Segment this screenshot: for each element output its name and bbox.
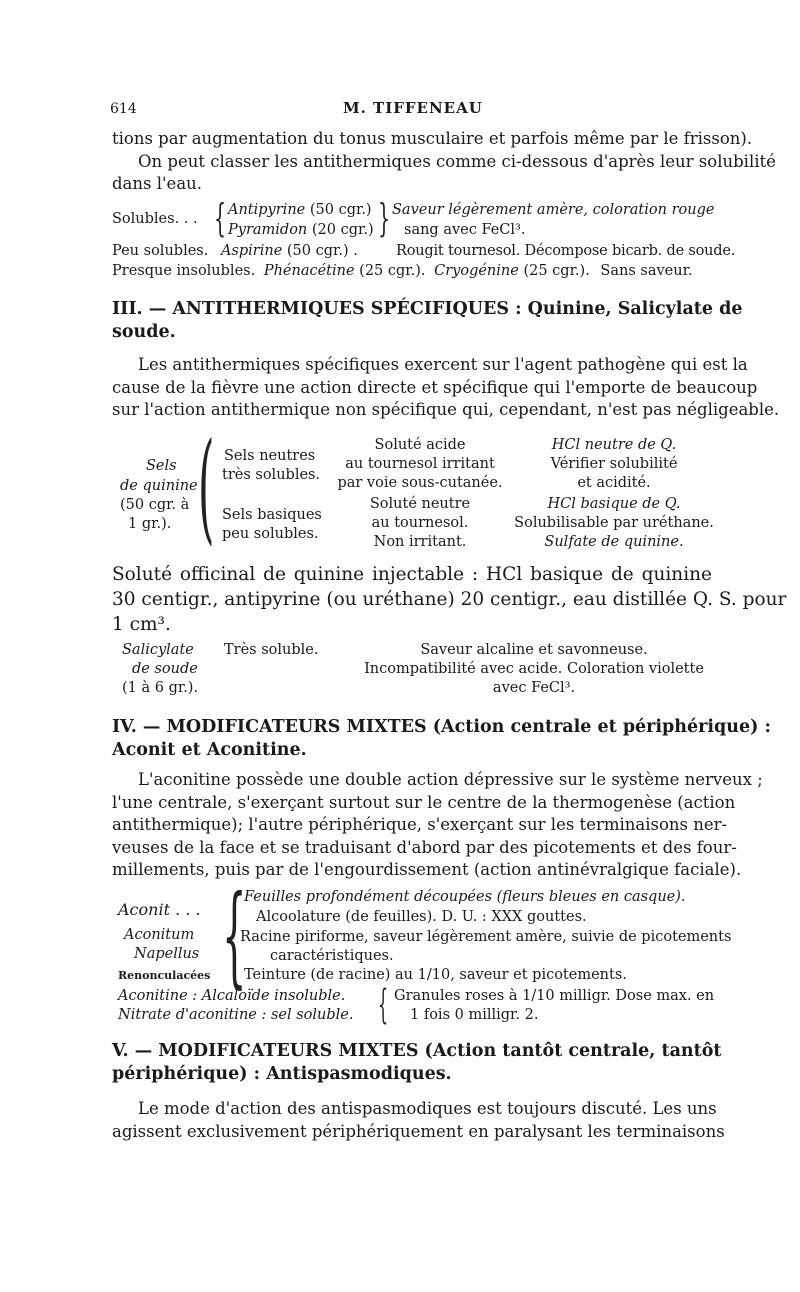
row1-desc: par voie sous-cutanée. — [337, 475, 503, 491]
text-line: tions par augmentation du tonus musculaire et parfois même par le frisson). — [112, 129, 753, 148]
section-4-heading — [112, 716, 771, 762]
row2-note: Sulfate de quinine. — [544, 534, 684, 550]
granules-note: 1 fois 0 milligr. 2. — [410, 1007, 539, 1023]
nitrate-label: Nitrate d'aconitine : sel soluble. — [118, 1007, 354, 1023]
row2-note: Solubilisable par uréthane. — [514, 515, 714, 531]
row2-desc: Non irritant. — [373, 534, 467, 550]
aconit-label: Aconitum — [124, 927, 195, 943]
salicylate-note: Incompatibilité avec acide. Coloration violette — [364, 661, 704, 677]
row1-note: Vérifier solubilité — [550, 456, 678, 472]
section-5-paragraph — [112, 1098, 725, 1143]
section-4-paragraph — [112, 769, 763, 882]
text-line: cause de la fièvre une action directe et spécifique qui l'emporte de beaucoup — [112, 377, 758, 397]
sels-label: (50 cgr. à — [120, 497, 190, 513]
text-line: sur l'action antithermique non spécifique qui, cependant, n'est pas négligeable. — [112, 400, 780, 419]
text-line: Le mode d'action des antispasmodiques est toujours discuté. Les uns — [138, 1099, 717, 1118]
heading-line: soude. — [112, 322, 176, 342]
left-brace: { — [214, 196, 227, 240]
aconit-item: Racine piriforme, saveur légèrement amère, suivie de picotements — [240, 929, 732, 945]
granules-note: Granules roses à 1/10 milligr. Dose max. en — [394, 988, 715, 1004]
text-line: millements, puis par de l'engourdissement (action antinévralgique faciale). — [112, 860, 742, 879]
sels-label: de quinine — [120, 478, 198, 494]
text-line: antithermique); l'autre périphérique, s'exerçant sur les terminaisons ner- — [112, 815, 728, 834]
presque-label: Presque insolubles. — [112, 263, 256, 279]
cryogenine-name: Cryogénine — [434, 263, 519, 279]
cryogenine-dose: (25 cgr.). — [523, 263, 590, 279]
pyramidon-row — [228, 221, 374, 240]
row1-note: HCl neutre de Q. — [551, 437, 677, 453]
solubles-note: sang avec FeCl³. — [404, 222, 526, 238]
salicylate-note: avec FeCl³. — [492, 680, 576, 696]
brace: { — [378, 982, 389, 1028]
aconit-item: caractéristiques. — [270, 948, 394, 964]
antipyrine-name: Antipyrine — [228, 202, 306, 218]
phenacetine-name: Phénacétine — [263, 263, 355, 279]
heading-line: III. — ANTITHERMIQUES SPÉCIFIQUES : Quinine, Salicylate de — [112, 299, 743, 319]
salicylate-note: Saveur alcaline et savonneuse. — [420, 642, 648, 658]
text-line: Soluté officinal de quinine injectable : HCl basique de quinine — [112, 564, 712, 585]
section-5-heading — [112, 1040, 722, 1086]
row2-desc: Soluté neutre — [369, 496, 471, 512]
text-line: Les antithermiques spécifiques exercent sur l'agent pathogène qui est la — [138, 355, 748, 374]
row1-name: très solubles. — [222, 467, 321, 483]
aspirine-dose: (50 cgr.) . — [286, 243, 358, 259]
brace: { — [222, 871, 247, 999]
phenacetine-dose: (25 cgr.). — [359, 263, 426, 279]
section-3-heading — [112, 298, 743, 344]
aconit-label: Renonculacées — [118, 969, 211, 982]
row1-desc: Soluté acide — [374, 437, 466, 453]
text-line: l'une centrale, s'exerçant surtout sur le centre de la thermogenèse (action — [112, 792, 736, 812]
text-line: agissent exclusivement périphériquement en paralysant les terminaisons — [112, 1121, 725, 1141]
pyramidon-name: Pyramidon — [228, 222, 308, 238]
row1-name: Sels neutres — [224, 448, 316, 464]
solubles-note: Saveur légèrement amère, coloration rouge — [392, 202, 715, 218]
row2-note: HCl basique de Q. — [547, 496, 681, 512]
salicylate-solubility: Très soluble. — [224, 642, 319, 658]
aconitine-label: Aconitine : Alcaloïde insoluble. — [118, 988, 346, 1004]
aconit-label: Aconit . . . — [118, 900, 201, 919]
aconit-label: Napellus — [134, 946, 200, 962]
sels-label: 1 gr.). — [128, 516, 172, 532]
running-title: M. TIFFENEAU — [343, 99, 483, 117]
heading-line: IV. — MODIFICATEURS MIXTES (Action centrale et périphérique) : — [112, 717, 771, 737]
text-line: 30 centigr., antipyrine (ou uréthane) 20 centigr., eau distillée Q. S. pour — [112, 589, 787, 610]
heading-line: Aconit et Aconitine. — [112, 740, 307, 760]
intro-paragraph — [112, 128, 776, 196]
solubles-label: Solubles. . . — [112, 211, 198, 227]
sels-label: Sels — [146, 458, 177, 474]
aconit-item — [244, 888, 686, 907]
salicylate-name: (1 à 6 gr.). — [122, 680, 199, 696]
row2-desc: au tournesol. — [371, 515, 469, 531]
text-line: veuses de la face et se traduisant d'abord par des picotements et des four- — [112, 837, 737, 857]
presque-row — [112, 262, 693, 281]
peu-label: Peu solubles. — [112, 243, 209, 259]
antipyrine-dose: (50 cgr.) — [309, 202, 372, 218]
row1-desc: au tournesol irritant — [345, 456, 495, 472]
row1-note: et acidité. — [577, 475, 651, 491]
brace: ( — [198, 418, 215, 557]
peu-row — [112, 242, 358, 261]
pyramidon-dose: (20 cgr.) — [311, 222, 374, 238]
aspirine-name: Aspirine — [220, 243, 283, 259]
aconit-item: Alcoolature (de feuilles). D. U. : XXX gouttes. — [256, 909, 587, 925]
heading-line: V. — MODIFICATEURS MIXTES (Action tantôt centrale, tantôt — [112, 1041, 722, 1061]
text-line: 1 cm³. — [112, 614, 171, 635]
salicylate-name: Salicylate — [122, 642, 194, 658]
presque-note: Sans saveur. — [600, 263, 693, 279]
heading-line: périphérique) : Antispasmodiques. — [112, 1064, 452, 1084]
aconit-item: Teinture (de racine) au 1/10, saveur et picotements. — [244, 967, 627, 983]
text-line: L'aconitine possède une double action dépressive sur le système nerveux ; — [138, 770, 763, 789]
officinal-paragraph — [112, 562, 787, 637]
page-number: 614 — [110, 101, 137, 117]
text-line: On peut classer les antithermiques comme ci-dessous d'après leur solubilité — [138, 151, 776, 171]
row2-name: Sels basiques — [222, 507, 322, 523]
right-brace: } — [378, 196, 391, 240]
antipyrine-row — [228, 201, 372, 220]
peu-note: Rougit tournesol. Décompose bicarb. de soude. — [396, 243, 736, 259]
text-line: dans l'eau. — [112, 174, 203, 193]
salicylate-name: de soude — [132, 661, 198, 677]
section-3-paragraph — [112, 354, 780, 422]
row2-name: peu solubles. — [222, 526, 319, 542]
feuilles-word: Feuilles profondément découpées (fleurs bleues en casque). — [244, 889, 686, 905]
